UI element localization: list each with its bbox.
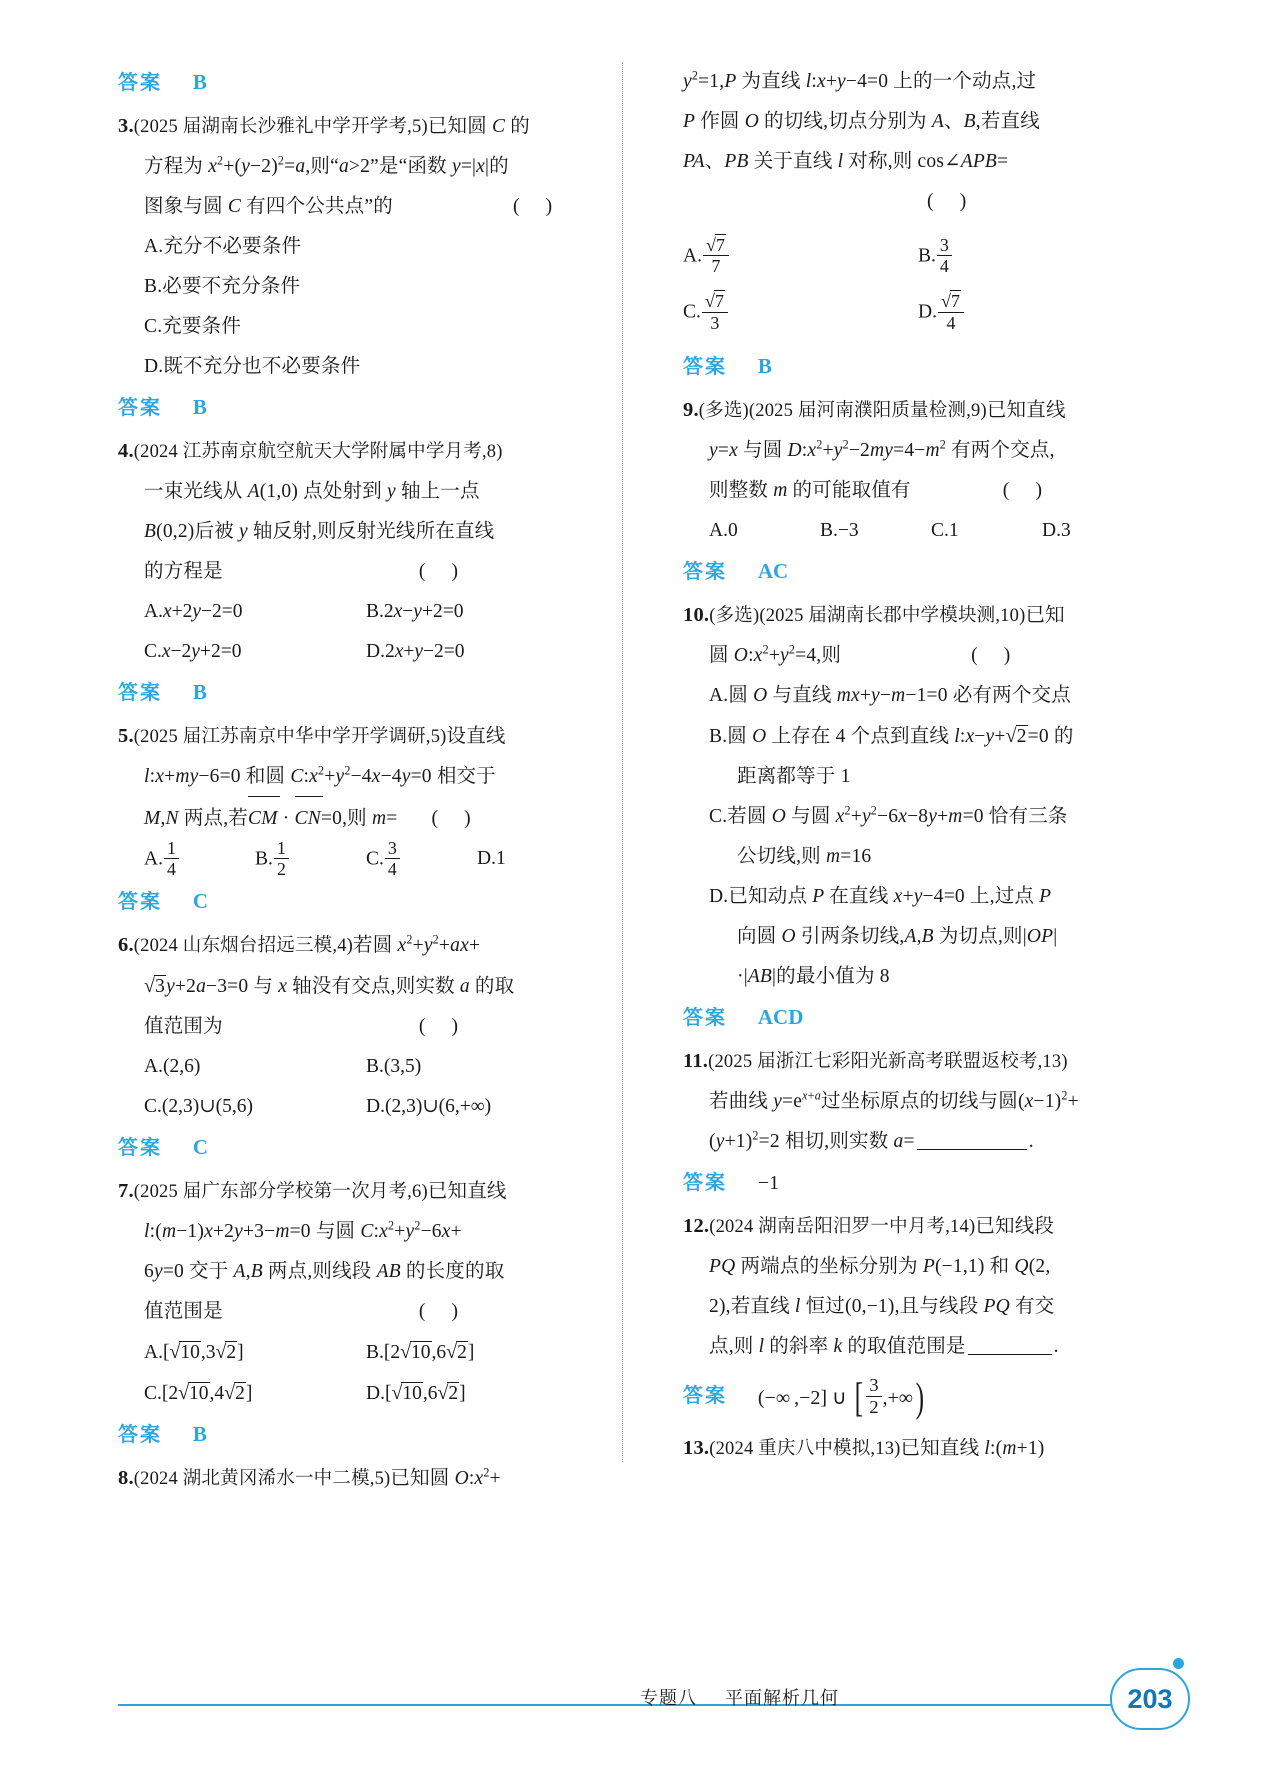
answer-value: B (757, 354, 772, 379)
vector-cm: CM (248, 797, 278, 839)
question-10-head: 10.(多选)(2025 届湖南长郡中学模块测,10)已知 (683, 604, 1065, 627)
question-6-option-c[interactable]: C.(2,3)∪(5,6) (144, 1095, 253, 1117)
question-8-option-c[interactable]: C. $\frac{√7}{3}$ (683, 292, 918, 334)
question-4-options-row2 (118, 632, 588, 672)
answer-row-q12 (683, 1367, 1153, 1426)
question-11-head (683, 1041, 1153, 1082)
question-5-option-c[interactable]: C. $\frac{3}{4}$ (366, 839, 477, 881)
question-5-head: 5.(2025 届江苏南京中华中学开学调研,5)设直线 (118, 725, 506, 747)
footer-topic: 专题八 (640, 1688, 697, 1708)
question-12-line3: 2),若直线 l 恒过(0,−1),且与线段 PQ 有交 (709, 1296, 1055, 1318)
question-number: 9. (683, 399, 699, 422)
question-10-option-a[interactable]: A.圆 O 与直线 mx+y−m−1=0 必有两个交点 (709, 685, 1071, 707)
page-footer (0, 1674, 1276, 1734)
answer-label: 答案 (683, 1383, 727, 1408)
question-8-choice-marker: ( ) (927, 191, 967, 212)
question-6-options-row1 (118, 1047, 588, 1087)
answer-label: 答案 (683, 1005, 727, 1030)
question-9-line2: y=x 与圆 $D:x^2+y^2-2my=4-m^2$ 有两个交点, (709, 437, 1055, 462)
question-number: 11. (683, 1050, 709, 1073)
answer-row-q5 (118, 881, 588, 923)
question-6-options-row2 (118, 1087, 588, 1127)
question-9-line3: 则整数 m 的可能取值有 ( ) (709, 480, 1043, 502)
answer-value: ACD (757, 1005, 804, 1030)
question-9-option-a[interactable]: A.0 (709, 520, 738, 542)
question-number: 5. (118, 725, 134, 747)
question-4-head (118, 431, 588, 472)
answer-label: 答案 (118, 1421, 162, 1446)
question-4-line4: 的方程是 ( ) (144, 561, 459, 582)
question-6-line3: 值范围为 ( ) (144, 1015, 459, 1037)
question-source: (2024 山东烟台招远三模,4) (133, 935, 354, 956)
answer-row-q3 (118, 387, 588, 429)
question-number: 10. (683, 604, 710, 627)
question-source: (2025 届河南濮阳质量检测,9) (748, 401, 987, 422)
question-5-option-a[interactable]: A. $\frac{1}{4}$ (144, 839, 255, 881)
question-8-options-row2 (683, 292, 1153, 334)
answer-blank[interactable] (968, 1354, 1052, 1355)
answer-value: B (192, 395, 207, 419)
question-8 (118, 1458, 588, 1499)
question-3-line3: 图象与圆 C 有四个公共点”的 ( ) (144, 196, 553, 217)
question-number: 12. (683, 1215, 710, 1238)
question-5-options (118, 839, 588, 881)
question-6-line2: √3y+2a−3=0 与 x 轴没有交点,则实数 a 的取 (118, 966, 588, 1007)
question-9-option-b[interactable]: B.−3 (820, 520, 859, 542)
question-12-line4: 点,则 l 的斜率 k 的取值范围是 . (709, 1336, 1059, 1358)
sqrt-3: √3 (144, 974, 166, 997)
footer-subject: 平面解析几何 (725, 1688, 839, 1708)
question-source: (2024 湖南岳阳汨罗一中月考,14) (709, 1217, 976, 1238)
question-source: (2024 重庆八中模拟,13) (709, 1438, 901, 1459)
question-9 (683, 390, 1153, 593)
question-3-option-d[interactable]: D.既不充分也不必要条件 (144, 356, 361, 377)
question-8-line2: $y^2=1,P$ 为直线 l:x+y−4=0 上的一个动点,过 (683, 68, 1037, 92)
question-12 (683, 1206, 1153, 1426)
answer-row-q9 (683, 551, 1153, 593)
multi-choice-tag: (多选) (698, 401, 749, 422)
question-12-head: 12.(2024 湖南岳阳汨罗一中月考,14)已知线段 (683, 1215, 1055, 1238)
footer-rule (118, 1704, 1158, 1706)
question-7-head: 7.(2025 届广东部分学校第一次月考,6)已知直线 (118, 1179, 507, 1202)
question-number: 6. (118, 933, 134, 956)
answer-row-q8 (683, 346, 1153, 388)
question-3-option-a[interactable]: A.充分不必要条件 (144, 236, 302, 257)
answer-label: 答案 (118, 395, 162, 419)
question-3-option-c[interactable]: C.充要条件 (144, 316, 242, 337)
answer-label: 答案 (683, 354, 727, 379)
question-5-line2: l:x+my−6=0 和圆 $C:x^2+y^2-4x-4y=0$ 相交于 (144, 763, 496, 787)
question-11 (683, 1041, 1153, 1204)
question-11-line3: $(y+1)^2=2$ 相切,则实数 a= . (709, 1128, 1034, 1153)
question-4 (118, 431, 588, 714)
question-8-option-b[interactable]: B. $\frac{3}{4}$ (918, 236, 1153, 278)
answer-blank[interactable] (917, 1149, 1027, 1150)
question-7-line4: 值范围是 ( ) (144, 1300, 459, 1322)
answer-value: B (192, 680, 207, 704)
question-13 (683, 1428, 1153, 1469)
question-4-line3: B(0,2)后被 y 轴反射,则反射光线所在直线 (144, 521, 495, 542)
left-column (118, 62, 610, 1489)
question-6 (118, 925, 588, 1169)
question-10-option-c-cont: 公切线,则 m=16 (737, 846, 872, 868)
question-11-line2: 若曲线 $y=e^{x+a}$过坐标原点的切线与圆$(x-1)^2+$ (709, 1088, 1079, 1113)
question-5 (118, 716, 588, 923)
question-7-option-d[interactable]: D.[√10,6√2] (366, 1381, 466, 1404)
question-4-option-d[interactable]: D.2x+y−2=0 (366, 641, 465, 662)
question-10-line2: 圆 $O:x^2+y^2=4$,则 ( ) (709, 642, 1011, 667)
question-9-options (683, 511, 1153, 551)
right-column (635, 62, 1153, 1462)
question-3-option-b[interactable]: B.必要不充分条件 (144, 276, 301, 297)
multi-choice-tag: (多选) (709, 606, 760, 627)
question-8-option-d[interactable]: D. $\frac{√7}{4}$ (918, 292, 1153, 334)
question-source: (2025 届湖南长沙雅礼中学开学考,5) (133, 117, 428, 137)
question-9-option-c[interactable]: C.1 (931, 520, 959, 542)
question-source: (2024 江苏南京航空航天大学附属中学月考,8) (133, 442, 503, 462)
answer-value: C (192, 888, 209, 913)
question-10-option-d-cont1: 向圆 O 引两条切线,A,B 为切点,则|OP| (737, 926, 1058, 948)
answer-value: AC (757, 559, 789, 584)
question-9-head: 9.(多选)(2025 届河南濮阳质量检测,9)已知直线 (683, 399, 1066, 422)
question-source: (2024 湖北黄冈浠水一中二模,5) (133, 1468, 391, 1489)
question-10-option-c[interactable]: C.若圆 O 与圆 $x^2+y^2-6x-8y+m=0$ 恰有三条 (709, 803, 1068, 828)
answer-label: 答案 (118, 70, 162, 94)
question-6-option-b[interactable]: B.(3,5) (366, 1055, 422, 1077)
answer-value: B (192, 70, 207, 94)
question-5-option-d[interactable]: D.1 (477, 848, 506, 869)
question-7-option-b[interactable]: B.[2√10,6√2] (366, 1340, 475, 1363)
question-8-line4: PA、PB 关于直线 l 对称,则 cos∠APB= (683, 151, 1009, 172)
question-10-option-d[interactable]: D.已知动点 P 在直线 x+y−4=0 上,过点 P (709, 886, 1052, 908)
question-3-head: 3.(2025 届湖南长沙雅礼中学开学考,5)已知圆 C 的 (118, 115, 530, 137)
question-number: 7. (118, 1179, 134, 1202)
question-4-option-b[interactable]: B.2x−y+2=0 (366, 601, 464, 622)
question-10-option-b-cont: 距离都等于 1 (737, 766, 851, 788)
question-4-option-a[interactable]: A.x+2y−2=0 (144, 601, 243, 622)
question-10-option-d-cont2: ·|AB|的最小值为 8 (737, 966, 890, 988)
question-number: 3. (118, 115, 134, 137)
question-8-option-a[interactable]: A. $\frac{√7}{7}$ (683, 236, 918, 278)
question-10 (683, 595, 1153, 1039)
question-5-line3: M,N 两点,若CM · CN=0,则 m= ( ) (118, 797, 588, 839)
answer-row-q7 (118, 1414, 588, 1456)
vector-cn: CN (295, 797, 321, 839)
answer-label: 答案 (683, 1170, 727, 1195)
question-12-line2: PQ 两端点的坐标分别为 P(−1,1) 和 Q(2, (709, 1256, 1051, 1278)
answer-row-q11 (683, 1162, 1153, 1204)
question-10-option-b[interactable]: B.圆 O 上存在 4 个点到直线 l:x−y+√2=0 的 (709, 725, 1074, 748)
question-4-line2: 一束光线从 A(1,0) 点处射到 y 轴上一点 (144, 481, 480, 502)
answer-label: 答案 (118, 1134, 162, 1159)
page-number-badge: 203 (1110, 1668, 1190, 1730)
answer-row-q4 (118, 672, 588, 714)
question-8-line3: P 作圆 O 的切线,切点分别为 A、B,若直线 (683, 111, 1040, 132)
answer-row-q10 (683, 997, 1153, 1039)
question-4-options-row1 (118, 592, 588, 632)
column-divider (622, 62, 623, 1462)
question-6-option-a[interactable]: A.(2,6) (144, 1055, 201, 1077)
answer-block-q2 (118, 62, 588, 104)
question-7-options-row2 (118, 1373, 588, 1414)
answer-value: B (192, 1421, 207, 1446)
question-6-head: 6.(2024 山东烟台招远三模,4)若圆 $x^2+y^2+ax+$ (118, 932, 481, 956)
question-9-option-d[interactable]: D.3 (1042, 520, 1071, 542)
question-7-line2: l:(m−1)x+2y+3−m=0 与圆 $C:x^2+y^2-6x+$ (144, 1218, 462, 1242)
question-6-option-d[interactable]: D.(2,3)∪(6,+∞) (366, 1095, 492, 1117)
question-8-options-row1 (683, 236, 1153, 278)
footer-text (640, 1684, 839, 1710)
answer-label: 答案 (118, 680, 162, 704)
question-source: (2025 届湖南长郡中学模块测,10) (759, 606, 1026, 627)
question-7-option-c[interactable]: C.[2√10,4√2] (144, 1381, 253, 1404)
answer-row-q6 (118, 1127, 588, 1169)
question-number: 4. (118, 440, 134, 462)
question-7-options-row1 (118, 1332, 588, 1373)
question-number: 13. (683, 1436, 710, 1459)
page-badge-dot (1173, 1658, 1184, 1669)
question-8-head: 8.(2024 湖北黄冈浠水一中二模,5)已知圆 $O:x^2+$ (118, 1465, 501, 1489)
question-7-option-a[interactable]: A.[√10,3√2] (144, 1340, 244, 1363)
question-5-option-b[interactable]: B. $\frac{1}{2}$ (255, 839, 366, 881)
question-13-head: 13.(2024 重庆八中模拟,13)已知直线 l:(m+1) (683, 1436, 1045, 1459)
question-8-continued (683, 62, 1153, 388)
question-number: 8. (118, 1466, 134, 1489)
question-7-line3: 6y=0 交于 A,B 两点,则线段 AB 的长度的取 (144, 1260, 505, 1282)
question-7 (118, 1171, 588, 1456)
question-3 (118, 106, 588, 429)
answer-label: 答案 (683, 559, 727, 584)
question-3-line2: 方程为 $x^2+(y-2)^2=a$,则“a>2”是“函数 y=|x|的 (144, 153, 509, 177)
question-source: (2025 届浙江七彩阳光新高考联盟返校考,13) (708, 1052, 1068, 1073)
answer-value: −1 (757, 1172, 780, 1195)
answer-value: (−∞ ,−2] ∪ [ $\frac{3}{2}$ ,+∞ ) (757, 1374, 925, 1421)
answer-value: C (192, 1134, 209, 1159)
two-column-body (118, 62, 1158, 1489)
answer-label: 答案 (118, 888, 162, 913)
question-source: (2025 届江苏南京中华中学开学调研,5) (133, 727, 447, 747)
question-4-option-c[interactable]: C.x−2y+2=0 (144, 641, 242, 662)
question-source: (2025 届广东部分学校第一次月考,6) (133, 1181, 428, 1202)
answer-row (118, 62, 588, 104)
